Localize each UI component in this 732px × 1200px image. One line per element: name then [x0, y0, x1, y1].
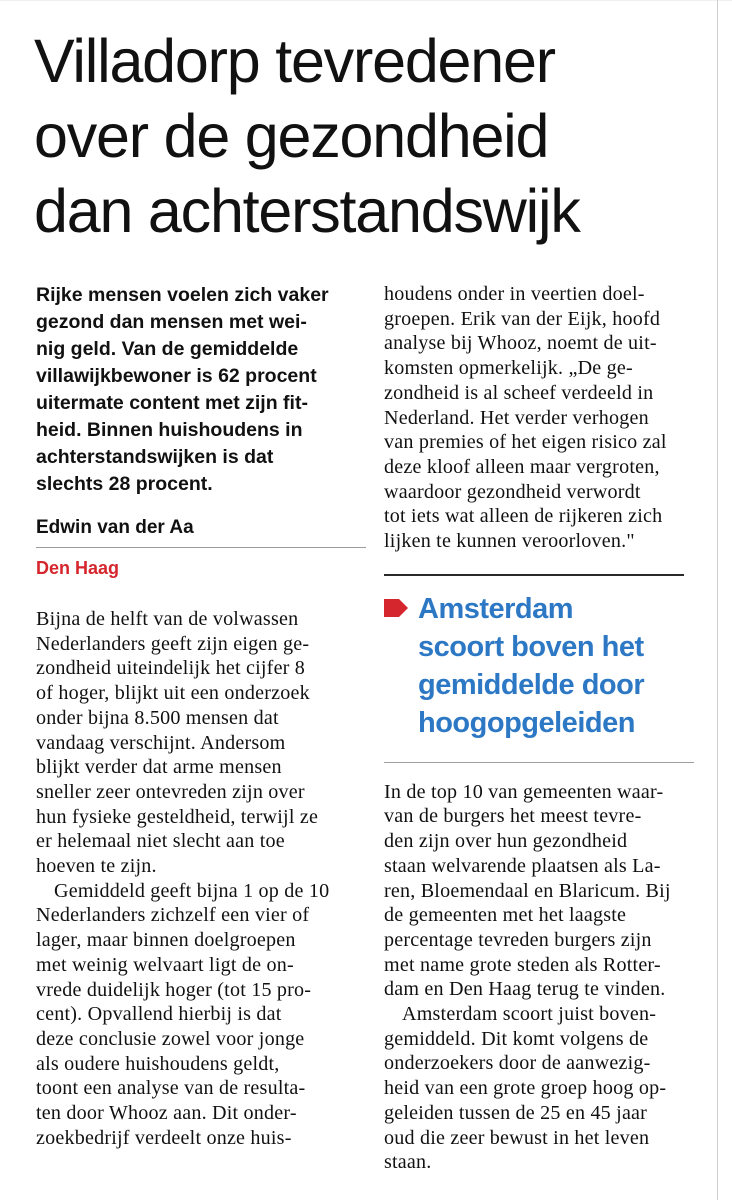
subheading-block: [384, 590, 696, 742]
body-line: Nederlanders geeft zijn eigen ge-: [36, 632, 310, 655]
body-line: of hoger, blijkt uit een onderzoek: [36, 682, 310, 705]
body-line: ren, Bloemendaal en Blaricum. Bij: [384, 879, 671, 902]
body-line: Nederlanders zichzelf een vier of: [36, 904, 310, 927]
body-line: Amsterdam scoort juist boven-: [402, 1003, 657, 1026]
body-line: den zijn over hun gezondheid: [384, 830, 628, 853]
body-line: vandaag verschijnt. Andersom: [36, 731, 286, 754]
body-line: lijken te kunnen veroorloven.": [384, 530, 635, 553]
subheading-line: gemiddelde door: [418, 668, 645, 701]
headline-line: Villadorp tevredener: [34, 27, 555, 95]
intro-paragraph: [36, 282, 374, 498]
body-line: waardoor gezondheid verwordt: [384, 480, 641, 503]
body-line: Gemiddeld geeft bijna 1 op de 10: [54, 879, 330, 902]
headline-line: dan achterstandswijk: [34, 177, 580, 245]
body-line: onder bijna 8.500 mensen dat: [36, 706, 279, 729]
intro-line: nig geld. Van de gemiddelde: [36, 338, 299, 360]
body-line: komsten opmerkelijk. „De ge-: [384, 357, 633, 380]
intro-line: achterstandswijken is dat: [36, 446, 274, 468]
intro-line: Rijke mensen voelen zich vaker: [36, 284, 329, 306]
dateline-place: Den Haag: [36, 558, 120, 578]
body-line: Bijna de helft van de volwassen: [36, 608, 299, 630]
body-line: houdens onder in veertien doel-: [384, 283, 645, 305]
left-body-text: [36, 607, 374, 1150]
body-paragraph: [384, 1002, 696, 1175]
body-line: er helemaal niet slecht aan toe: [36, 830, 285, 853]
subheading-line: Amsterdam: [418, 592, 574, 625]
right-column: [384, 282, 696, 1175]
body-line: als oudere huishoudens geldt,: [36, 1052, 280, 1075]
body-line: tot iets wat alleen de rijkeren zich: [384, 505, 663, 528]
body-line: blijkt verder dat arme mensen: [36, 756, 282, 779]
body-line: staan.: [384, 1151, 432, 1174]
body-paragraph: [36, 607, 374, 879]
right-top-text: [384, 282, 696, 554]
body-line: van de burgers het meest tevre-: [384, 805, 642, 828]
top-edge: [0, 0, 732, 1]
intro-line: gezond dan mensen met wei-: [36, 311, 307, 333]
headline: [34, 24, 714, 249]
intro-line: villawijkbewoner is 62 procent: [36, 365, 317, 387]
body-line: analyse bij Whooz, noemt de uit-: [384, 332, 657, 355]
body-line: ten door Whooz aan. Dit onder-: [36, 1102, 297, 1125]
subheading-divider: [384, 762, 694, 763]
body-line: lager, maar binnen doelgroepen: [36, 929, 296, 952]
body-line: groepen. Erik van der Eijk, hoofd: [384, 307, 661, 330]
body-paragraph: [36, 879, 374, 1151]
body-line: met name grote steden als Rotter-: [384, 953, 661, 976]
headline-line: over de gezondheid: [34, 102, 549, 170]
section-divider: [384, 574, 684, 576]
author-name: Edwin van der Aa: [36, 517, 194, 538]
body-line: gemiddeld. Dit komt volgens de: [384, 1027, 649, 1050]
body-line: geleiden tussen de 25 en 45 jaar: [384, 1101, 648, 1124]
body-line: oud die zeer bewust in het leven: [384, 1126, 650, 1149]
subheading-line: hoogopgeleiden: [418, 706, 635, 739]
intro-line: heid. Binnen huishoudens in: [36, 419, 303, 441]
intro-line: slechts 28 procent.: [36, 473, 213, 495]
body-line: heid van een grote groep hoog op-: [384, 1077, 667, 1100]
body-paragraph: [384, 780, 696, 1002]
page-edge: [717, 0, 718, 1200]
byline-divider: [36, 547, 366, 548]
intro-line: uitermate content met zijn fit-: [36, 392, 308, 414]
left-column: [36, 282, 374, 1150]
body-line: toont een analyse van de resulta-: [36, 1077, 306, 1100]
body-line: hoeven te zijn.: [36, 855, 157, 878]
body-line: Nederland. Het verder verhogen: [384, 406, 649, 429]
body-line: onderzoekers door de aanwezig-: [384, 1052, 651, 1075]
body-line: zondheid uiteindelijk het cijfer 8: [36, 657, 306, 680]
body-line: deze conclusie zowel voor jonge: [36, 1027, 305, 1050]
body-line: van premies of het eigen risico zal: [384, 431, 667, 454]
body-line: hun fysieke gesteldheid, terwijl ze: [36, 805, 319, 828]
body-line: met weinig welvaart ligt de on-: [36, 953, 294, 976]
body-line: percentage tevreden burgers zijn: [384, 928, 652, 951]
body-line: de gemeenten met het laagste: [384, 904, 627, 927]
body-line: In de top 10 van gemeenten waar-: [384, 780, 664, 803]
red-arrow-marker-icon: [384, 599, 408, 617]
body-line: staan welvarende plaatsen als La-: [384, 854, 661, 877]
right-body-text: [384, 780, 696, 1175]
body-line: deze kloof alleen maar vergroten,: [384, 455, 660, 478]
subheading: [418, 590, 696, 742]
body-line: sneller zeer ontevreden zijn over: [36, 780, 305, 803]
subheading-line: scoort boven het: [418, 630, 644, 663]
body-line: zondheid is al scheef verdeeld in: [384, 381, 654, 404]
body-line: vrede duidelijk hoger (tot 15 pro-: [36, 978, 312, 1001]
body-line: dam en Den Haag terug te vinden.: [384, 978, 666, 1001]
body-line: cent). Opvallend hierbij is dat: [36, 1003, 282, 1026]
body-line: zoekbedrijf verdeelt onze huis-: [36, 1126, 292, 1149]
